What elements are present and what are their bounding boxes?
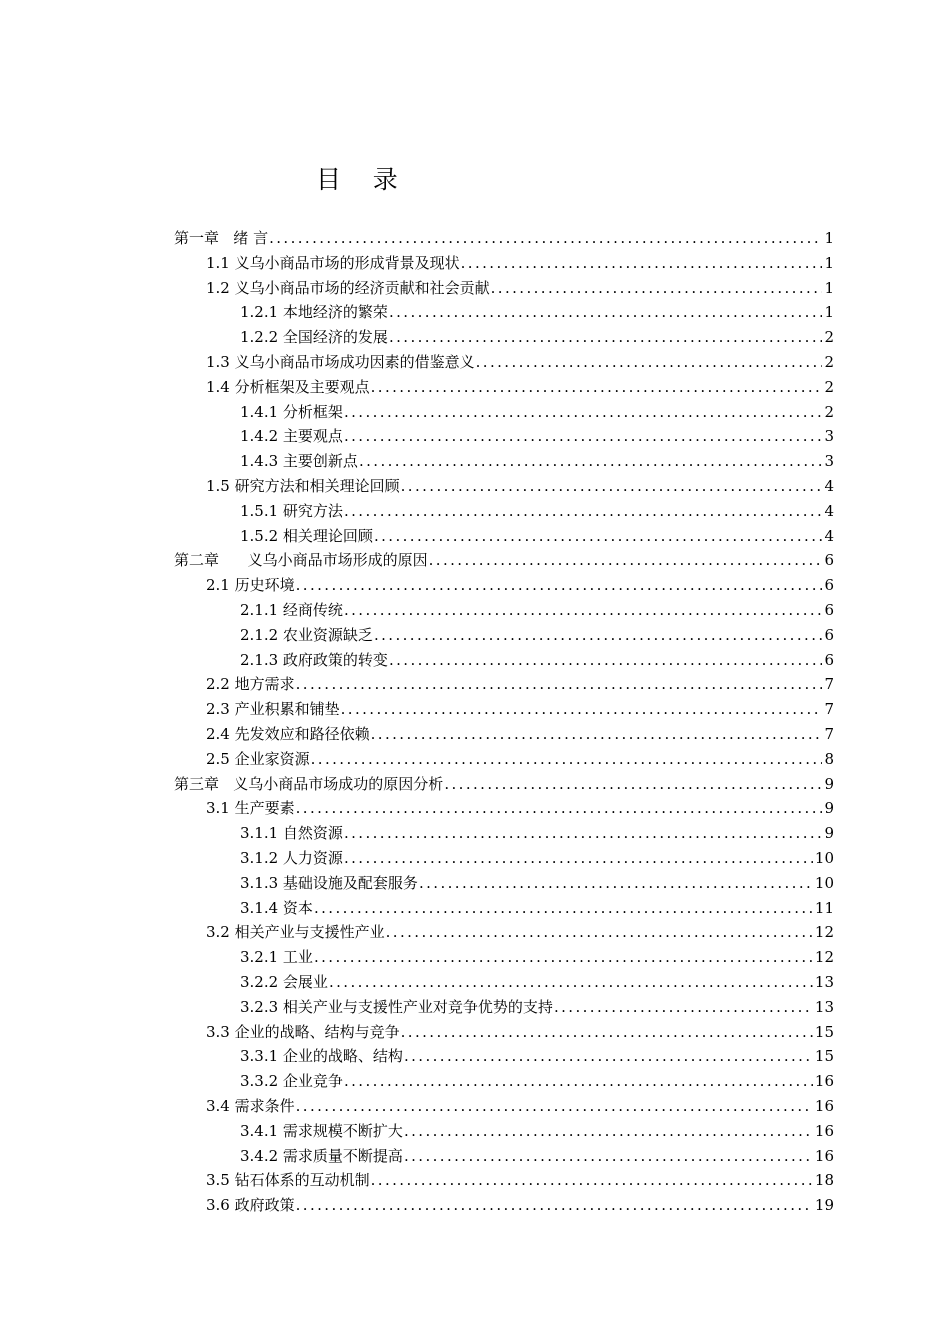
toc-dot-leader [296, 573, 823, 598]
toc-entry[interactable] [240, 449, 834, 474]
toc-entry-label: 第一章 绪 言 [174, 229, 269, 247]
toc-dot-leader [269, 226, 822, 251]
toc-dot-leader [401, 1020, 813, 1045]
toc-entry[interactable] [240, 524, 834, 549]
toc-entry-label: 3.2.2 会展业 [240, 973, 328, 991]
toc-dot-leader [404, 1119, 813, 1144]
toc-dot-leader [404, 1044, 813, 1069]
toc-entry-label: 3.4 需求条件 [206, 1097, 295, 1115]
toc-dot-leader [491, 276, 823, 301]
toc-entry-label: 3.1.3 基础设施及配套服务 [240, 873, 418, 892]
toc-entry-page-number: 6 [824, 650, 834, 669]
toc-dot-leader [374, 623, 823, 648]
toc-dot-leader [344, 598, 823, 623]
toc-dot-leader [429, 548, 823, 573]
toc-entry[interactable] [206, 747, 834, 772]
toc-entry-label: 2.3 产业积累和铺垫 [206, 700, 340, 719]
toc-dot-leader [461, 251, 823, 276]
toc-entry-page-number: 1 [824, 278, 834, 297]
toc-entry-label: 3.5 钻石体系的互动机制 [206, 1171, 370, 1190]
toc-entry-label: 1.4.2 主要观点 [240, 427, 343, 446]
toc-entry-label: 3.3.2 企业竞争 [240, 1072, 343, 1091]
toc-entry-page-number: 3 [824, 452, 834, 471]
toc-entry-page-number: 6 [824, 601, 834, 619]
toc-dot-leader [344, 821, 823, 846]
toc-dot-leader [419, 871, 813, 896]
toc-entry-label: 2.1.3 政府政策的转变 [240, 650, 388, 669]
toc-entry[interactable] [240, 300, 834, 325]
toc-entry-page-number: 15 [814, 1022, 834, 1041]
toc-dot-leader [311, 747, 823, 772]
toc-entry-page-number: 16 [814, 1097, 834, 1115]
toc-dot-leader [344, 424, 823, 449]
toc-dot-leader [554, 995, 813, 1020]
toc-entry-label: 2.1 历史环境 [206, 576, 295, 595]
toc-entry[interactable] [206, 722, 834, 747]
toc-entry-label: 2.1.1 经商传统 [240, 601, 343, 619]
toc-entry-label: 第二章 义乌小商品市场形成的原因 [174, 551, 428, 570]
toc-entry[interactable] [240, 400, 834, 425]
toc-entry-label: 1.4.1 分析框架 [240, 402, 343, 421]
toc-entry-page-number: 7 [824, 725, 834, 743]
toc-entry-label: 3.6 政府政策 [206, 1196, 295, 1215]
toc-entry[interactable] [240, 648, 834, 673]
toc-entry-label: 1.5 研究方法和相关理论回顾 [206, 477, 400, 495]
toc-entry[interactable] [240, 821, 834, 846]
toc-dot-leader [374, 524, 823, 549]
toc-entry-label: 1.5.1 研究方法 [240, 501, 343, 520]
toc-entry-page-number: 7 [824, 700, 834, 719]
toc-dot-leader [476, 350, 823, 375]
toc-entry-label: 3.3 企业的战略、结构与竞争 [206, 1022, 400, 1041]
toc-entry-page-number: 16 [814, 1146, 834, 1165]
toc-entry[interactable] [240, 1044, 834, 1069]
toc-entry-page-number: 18 [814, 1171, 834, 1190]
toc-entry-label: 3.2.3 相关产业与支援性产业对竞争优势的支持 [240, 997, 553, 1016]
toc-entry-page-number: 12 [814, 923, 834, 942]
toc-entry-label: 3.4.2 需求质量不断提高 [240, 1146, 403, 1165]
toc-entry[interactable] [206, 796, 834, 821]
toc-entry[interactable] [240, 623, 834, 648]
toc-entry[interactable] [240, 1144, 834, 1169]
toc-dot-leader [341, 697, 823, 722]
toc-entry-page-number: 6 [824, 551, 834, 570]
toc-entry-page-number: 3 [824, 427, 834, 446]
toc-entry-label: 2.2 地方需求 [206, 675, 295, 694]
toc-dot-leader [371, 375, 823, 400]
toc-entry[interactable] [240, 424, 834, 449]
toc-entry-page-number: 1 [824, 253, 834, 272]
toc-entry-page-number: 6 [824, 625, 834, 644]
toc-entry-page-number: 16 [814, 1121, 834, 1140]
toc-entry-label: 1.5.2 相关理论回顾 [240, 526, 373, 545]
toc-entry-label: 3.3.1 企业的战略、结构 [240, 1047, 403, 1066]
toc-entry-page-number: 4 [824, 477, 834, 495]
toc-entry-label: 1.2.2 全国经济的发展 [240, 328, 388, 347]
toc-dot-leader [359, 449, 823, 474]
toc-entry[interactable] [240, 499, 834, 524]
toc-entry-label: 1.3 义乌小商品市场成功因素的借鉴意义 [206, 353, 475, 371]
toc-dot-leader [344, 1069, 813, 1094]
toc-dot-leader [314, 945, 813, 970]
toc-dot-leader [314, 896, 813, 921]
toc-entry-label: 第三章 义乌小商品市场成功的原因分析 [174, 774, 444, 793]
toc-entry-label: 3.1.4 资本 [240, 898, 313, 917]
toc-dot-leader [371, 1168, 813, 1193]
toc-entry[interactable] [206, 251, 834, 276]
toc-entry-page-number: 4 [824, 526, 834, 545]
toc-entry-page-number: 16 [814, 1072, 834, 1091]
toc-entry[interactable] [206, 1094, 834, 1119]
toc-entry-label: 1.4 分析框架及主要观点 [206, 377, 370, 396]
toc-entry-label: 2.5 企业家资源 [206, 749, 310, 768]
toc-entry-page-number: 9 [824, 799, 834, 818]
toc-entry-page-number: 11 [814, 898, 834, 917]
toc-entry[interactable] [206, 1193, 834, 1218]
toc-dot-leader [344, 499, 823, 524]
toc-entry-page-number: 10 [814, 849, 834, 867]
toc-entry[interactable] [240, 325, 834, 350]
toc-entry[interactable] [206, 672, 834, 697]
toc-dot-leader [444, 772, 822, 797]
toc-entry[interactable] [240, 945, 834, 970]
toc-entry-page-number: 2 [824, 353, 834, 371]
toc-entry-label: 3.1.2 人力资源 [240, 849, 343, 867]
toc-dot-leader [386, 920, 813, 945]
toc-dot-leader [389, 300, 823, 325]
toc-entry-page-number: 2 [824, 402, 834, 421]
toc-entry-page-number: 1 [824, 229, 834, 247]
toc-entry[interactable] [206, 350, 834, 375]
toc-entry-page-number: 9 [824, 824, 834, 843]
toc-dot-leader [389, 325, 823, 350]
page-title: 目 录 [316, 165, 398, 194]
toc-entry-label: 1.2.1 本地经济的繁荣 [240, 303, 388, 322]
toc-entry[interactable] [240, 1069, 834, 1094]
toc-entry[interactable] [206, 276, 834, 301]
toc-entry[interactable] [206, 1168, 834, 1193]
toc-dot-leader [389, 648, 823, 673]
toc-entry-label: 3.1 生产要素 [206, 799, 295, 818]
toc-entry[interactable] [206, 474, 834, 499]
toc-dot-leader [404, 1144, 813, 1169]
toc-entry[interactable] [174, 772, 834, 797]
toc-entry-page-number: 10 [814, 873, 834, 892]
toc-dot-leader [401, 474, 823, 499]
toc-dot-leader [344, 400, 823, 425]
toc-entry-page-number: 6 [824, 576, 834, 595]
toc-entry-label: 3.2.1 工业 [240, 948, 313, 967]
toc-dot-leader [296, 796, 823, 821]
toc-entry[interactable] [240, 970, 834, 995]
toc-entry[interactable] [174, 226, 834, 251]
toc-entry[interactable] [240, 846, 834, 871]
toc-entry-page-number: 12 [814, 948, 834, 967]
toc-entry[interactable] [240, 598, 834, 623]
toc-dot-leader [296, 672, 823, 697]
toc-dot-leader [296, 1193, 813, 1218]
toc-entry-label: 3.1.1 自然资源 [240, 824, 343, 843]
toc-dot-leader [371, 722, 823, 747]
toc-entry[interactable] [240, 1119, 834, 1144]
toc-entry-label: 1.4.3 主要创新点 [240, 452, 358, 471]
toc-entry-page-number: 1 [824, 303, 834, 322]
toc-dot-leader [296, 1094, 813, 1119]
toc-entry-page-number: 7 [824, 675, 834, 694]
toc-entry[interactable] [240, 871, 834, 896]
toc-entry[interactable] [174, 548, 834, 573]
toc-entry[interactable] [206, 1020, 834, 1045]
toc-entry[interactable] [206, 697, 834, 722]
toc-dot-leader [344, 846, 813, 871]
toc-entry-page-number: 2 [824, 328, 834, 347]
toc-entry-page-number: 15 [814, 1047, 834, 1066]
toc-dot-leader [329, 970, 813, 995]
toc-entry[interactable] [206, 375, 834, 400]
toc-entry-label: 3.4.1 需求规模不断扩大 [240, 1121, 403, 1140]
toc-entry[interactable] [240, 896, 834, 921]
toc-entry[interactable] [206, 573, 834, 598]
toc-entry-page-number: 19 [814, 1196, 834, 1215]
toc-entry-page-number: 4 [824, 501, 834, 520]
toc-entry-page-number: 2 [824, 377, 834, 396]
toc-entry-label: 2.1.2 农业资源缺乏 [240, 625, 373, 644]
toc-entry-page-number: 13 [814, 973, 834, 991]
toc-entry[interactable] [206, 920, 834, 945]
toc-entry-page-number: 13 [814, 997, 834, 1016]
toc-entry[interactable] [240, 995, 834, 1020]
toc-entry-label: 1.2 义乌小商品市场的经济贡献和社会贡献 [206, 278, 490, 297]
toc-entry-label: 1.1 义乌小商品市场的形成背景及现状 [206, 253, 460, 272]
toc-entry-label: 3.2 相关产业与支援性产业 [206, 923, 385, 942]
toc-entry-page-number: 9 [824, 774, 834, 793]
toc-entry-page-number: 8 [824, 749, 834, 768]
toc-entry-label: 2.4 先发效应和路径依赖 [206, 725, 370, 743]
